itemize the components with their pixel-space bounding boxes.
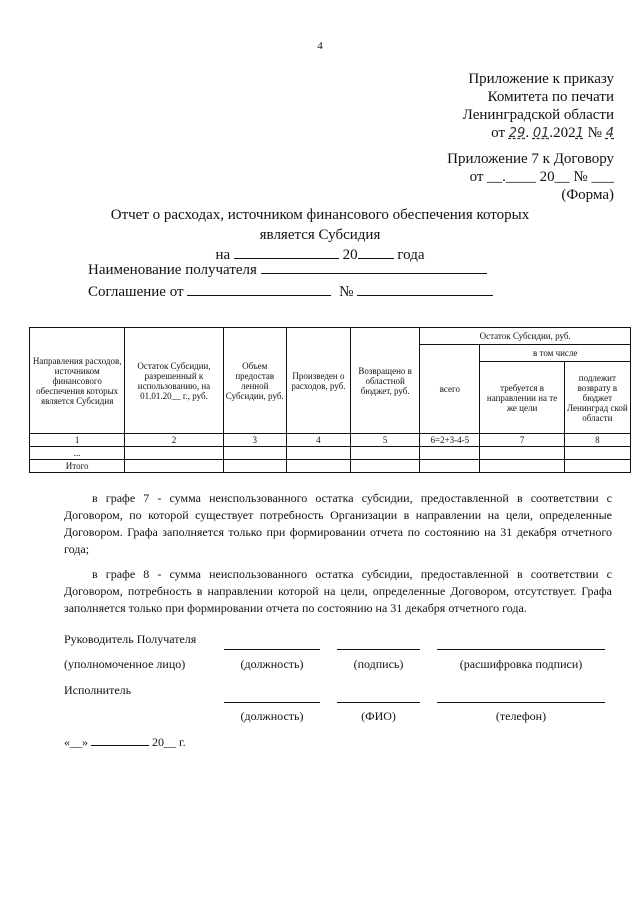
note-column-7-text: в графе 7 - сумма неиспользованного остатка субсидии, предоставленной в соответствии с Договором, по которой существует потребность Организации в направлении на цели, определенные Договором. Графа заполняется только при формировании отчета по состоянию на 31 декабря отчетного года;: [64, 491, 612, 556]
order-date-year-suffix: 1: [575, 126, 584, 141]
table-ellipsis-cell: ...: [30, 447, 125, 460]
report-title-line1: Отчет о расходах, источником финансового обеспечения которых: [110, 207, 530, 223]
report-title: [90, 205, 550, 265]
order-date-year-prefix: 202: [553, 125, 576, 141]
head-decoding-line[interactable]: [437, 649, 605, 650]
table-number-cell: 7: [480, 434, 564, 447]
table-cell[interactable]: [420, 447, 480, 460]
report-period-year-field[interactable]: [358, 258, 394, 259]
table-cell[interactable]: [351, 447, 420, 460]
table-cell[interactable]: [125, 460, 223, 473]
agreement-number-sign: №: [339, 284, 354, 300]
table-cell[interactable]: [286, 460, 350, 473]
report-period-prefix: на: [215, 247, 231, 263]
executor-label: Исполнитель: [64, 683, 132, 697]
order-appendix-line1: Приложение к приказу: [468, 71, 614, 87]
recipient-label: Наименование получателя: [88, 262, 257, 278]
executor-position-line[interactable]: [224, 702, 320, 703]
header-col3: Объем предостав ленной Субсидии, руб.: [223, 328, 286, 434]
table-cell[interactable]: [223, 447, 286, 460]
header-col7: требуется в направлении на те же цели: [480, 362, 564, 434]
table-total-label: Итого: [30, 460, 125, 473]
table-number-cell: 5: [351, 434, 420, 447]
report-period-suffix: года: [397, 247, 425, 263]
report-title-line2: является Субсидия: [259, 227, 381, 243]
executor-position-caption: (должность): [240, 709, 304, 723]
note-column-8: [64, 566, 612, 617]
header-col8: подлежит возврату в бюджет Ленинград ской области: [564, 362, 630, 434]
date-year: 20__ г.: [152, 735, 186, 749]
contract-appendix-line2: от __.____ 20__ № ___: [469, 169, 614, 185]
date-day: «__»: [64, 735, 88, 749]
contract-appendix-block: [447, 150, 614, 204]
table-cell[interactable]: [564, 447, 630, 460]
note-column-8-text: в графе 8 - сумма неиспользованного остатка субсидии, предоставленной в соответствии с Договором, потребность в направлении которой на цели, определенные Договором, отсутствует. Графа заполняется только при формировании отчета по состоянию на 31 декабря отчетного года.: [64, 567, 612, 615]
agreement-number-field[interactable]: [357, 295, 493, 296]
table-cell[interactable]: [223, 460, 286, 473]
order-date-month: 01: [532, 126, 550, 141]
table-cell[interactable]: [351, 460, 420, 473]
header-subgroup: в том числе: [480, 345, 631, 362]
table-cell[interactable]: [480, 460, 564, 473]
header-group-remainder: Остаток Субсидии, руб.: [420, 328, 631, 345]
recipient-row: [88, 262, 487, 279]
table-number-row: [30, 434, 631, 447]
contract-appendix-line1: Приложение 7 к Договору: [447, 151, 614, 167]
executor-phone-line[interactable]: [437, 702, 605, 703]
table-number-cell: 8: [564, 434, 630, 447]
header-col5: Возвращено в областной бюджет, руб.: [351, 328, 420, 434]
executor-fio-line[interactable]: [337, 702, 420, 703]
table-cell[interactable]: [564, 460, 630, 473]
agreement-date-field[interactable]: [187, 295, 331, 296]
recipient-field[interactable]: [261, 273, 487, 274]
report-table: [29, 327, 631, 473]
table-number-cell: 6=2+3-4-5: [420, 434, 480, 447]
head-label: Руководитель Получателя: [64, 632, 197, 646]
agreement-row: [88, 284, 493, 301]
order-appendix-line3: Ленинградской области: [462, 107, 614, 123]
table-cell[interactable]: [480, 447, 564, 460]
table-header-row-1: [30, 328, 631, 345]
head-position-line[interactable]: [224, 649, 320, 650]
decoding-caption: (расшифровка подписи): [459, 657, 583, 671]
header-col1: Направления расходов, источником финансового обеспечения которых является Субсидия: [30, 328, 125, 434]
table-number-cell: 3: [223, 434, 286, 447]
order-appendix-block: [463, 70, 614, 143]
order-appendix-line2: Комитета по печати: [487, 89, 614, 105]
table-cell[interactable]: [125, 447, 223, 460]
table-total-row: [30, 460, 631, 473]
note-column-7: [64, 490, 612, 558]
contract-appendix-form: (Форма): [561, 187, 614, 203]
head-signature-line[interactable]: [337, 649, 420, 650]
header-col2: Остаток Субсидии, разрешенный к использованию, на 01.01.20__ г., руб.: [125, 328, 223, 434]
header-col6: всего: [420, 345, 480, 434]
order-date-line: от 29. 01.2021 № 4: [491, 125, 614, 141]
order-number-sign: №: [587, 125, 602, 141]
table-number-cell: 4: [286, 434, 350, 447]
table-number-cell: 2: [125, 434, 223, 447]
table-number-cell: 1: [30, 434, 125, 447]
phone-caption: (телефон): [495, 709, 547, 723]
order-date-prefix: от: [491, 125, 506, 141]
order-number-value: 4: [605, 126, 614, 141]
order-date-day: 29: [508, 126, 526, 141]
page-number: 4: [317, 40, 323, 52]
date-row: [64, 735, 186, 750]
position-caption: (должность): [240, 657, 304, 671]
authorized-person-label: (уполномоченное лицо): [64, 657, 186, 671]
table-cell[interactable]: [420, 460, 480, 473]
table-cell[interactable]: [286, 447, 350, 460]
date-month-field[interactable]: [91, 745, 149, 746]
header-col4: Произведен о расходов, руб.: [286, 328, 350, 434]
agreement-label: Соглашение от: [88, 284, 184, 300]
report-period-date-field[interactable]: [234, 258, 339, 259]
fio-caption: (ФИО): [361, 709, 396, 723]
signature-caption: (подпись): [353, 657, 404, 671]
table-row: [30, 447, 631, 460]
report-period-year: 20: [342, 247, 358, 263]
